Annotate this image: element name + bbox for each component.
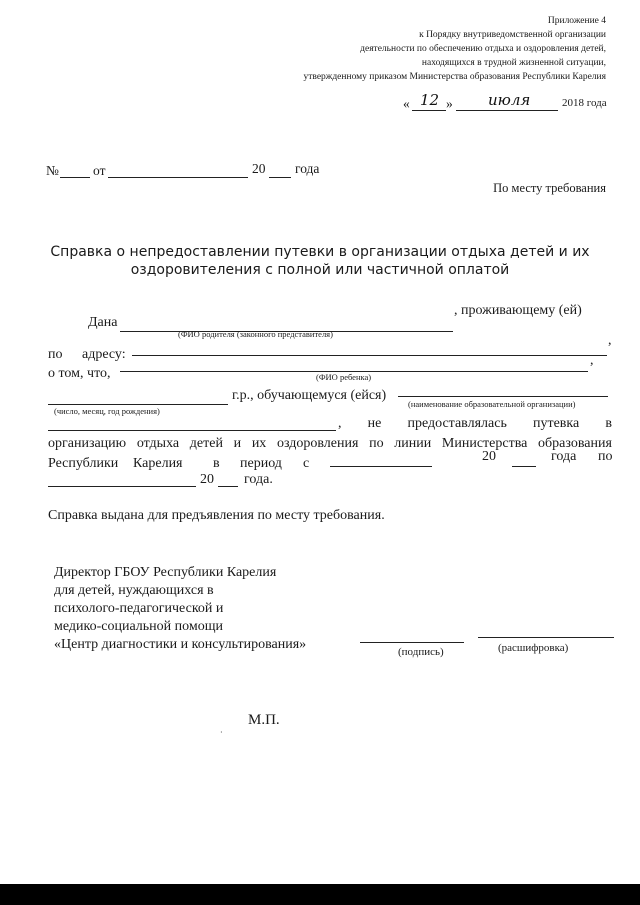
date-day-handwritten: 12 bbox=[420, 91, 440, 109]
word: и bbox=[233, 436, 242, 451]
appendix-label: Приложение 4 bbox=[547, 16, 606, 26]
word: их bbox=[251, 436, 267, 451]
org-caption: (наименование образовательной организации) bbox=[408, 399, 576, 409]
scan-speck: · bbox=[220, 728, 223, 737]
child-caption: (ФИО ребенка) bbox=[316, 372, 372, 382]
decode-line bbox=[478, 637, 614, 638]
scan-border bbox=[0, 884, 640, 905]
director-title-line: медико-социальной помощи bbox=[54, 619, 224, 634]
date-open-quote: « bbox=[403, 96, 410, 111]
that-label: о том, что, bbox=[48, 366, 111, 381]
period-start-line bbox=[330, 466, 432, 467]
period-end-year-line bbox=[218, 486, 238, 487]
address-comma: , bbox=[608, 333, 612, 348]
word: в bbox=[213, 456, 220, 471]
word: Республики bbox=[48, 456, 119, 471]
word: оздоровления bbox=[276, 436, 359, 451]
period-start-year: 20 bbox=[482, 449, 496, 464]
word: года bbox=[551, 449, 577, 464]
word: линии bbox=[394, 436, 432, 451]
decode-caption: (расшифровка) bbox=[498, 642, 569, 654]
word: детей bbox=[189, 436, 223, 451]
birth-caption: (число, месяц, год рождения) bbox=[54, 406, 160, 416]
destination: По месту требования bbox=[493, 181, 606, 195]
word: путевка bbox=[532, 416, 580, 431]
period-end-year: 20 bbox=[200, 472, 214, 487]
document-title-line2: оздоровителения с полной или частичной оплатой bbox=[130, 262, 510, 278]
document-title: Справка о непредоставлении путевки в организации отдыха детей и их bbox=[50, 244, 590, 260]
child-comma: , bbox=[590, 353, 594, 368]
director-title: Директор ГБОУ Республики Карелия bbox=[54, 565, 277, 580]
date-month-handwritten: июля bbox=[488, 91, 531, 109]
director-title-line: «Центр диагностики и консультирования» bbox=[54, 637, 307, 652]
school-line-continued bbox=[48, 430, 336, 431]
parent-caption: (ФИО родителя (законного представителя) bbox=[178, 329, 333, 339]
issued-statement: Справка выдана для предъявления по месту требования. bbox=[48, 508, 385, 523]
year-prefix: 20 bbox=[252, 161, 266, 176]
director-title-line: для детей, нуждающихся в bbox=[54, 583, 214, 598]
number-line bbox=[60, 177, 90, 178]
birth-label: г.р., обучающемуся (ейся) bbox=[232, 388, 387, 403]
period-start-year-line bbox=[512, 466, 536, 467]
signature-line bbox=[360, 642, 464, 643]
from-date-line bbox=[108, 177, 248, 178]
date-close-quote: » bbox=[446, 96, 453, 111]
word: , bbox=[338, 416, 342, 431]
word: отдыха bbox=[136, 436, 180, 451]
word: по bbox=[598, 449, 613, 464]
date-year: 2018 года bbox=[562, 97, 607, 109]
not-provided-line bbox=[338, 416, 612, 432]
signature-caption: (подпись) bbox=[398, 646, 444, 658]
header-line: деятельности по обеспечению отдыха и оздоровления детей, bbox=[360, 44, 606, 54]
birth-date-line bbox=[48, 404, 228, 405]
word: по bbox=[369, 436, 384, 451]
date-month-line bbox=[456, 110, 558, 111]
header-line: утвержденному приказом Министерства образования Республики Карелия bbox=[303, 72, 606, 82]
address-label-1: по bbox=[48, 347, 63, 362]
word: Министерства bbox=[441, 436, 528, 451]
address-label-2: адресу: bbox=[82, 347, 126, 362]
word: Карелия bbox=[133, 456, 183, 471]
header-line: находящихся в трудной жизненной ситуации, bbox=[421, 58, 606, 68]
organization-line bbox=[48, 436, 612, 452]
year-suffix: года bbox=[295, 161, 320, 176]
address-line bbox=[132, 355, 607, 356]
given-label: Дана bbox=[88, 315, 118, 330]
school-line bbox=[398, 396, 608, 397]
from-label: от bbox=[93, 163, 106, 178]
word: период bbox=[240, 456, 282, 471]
year-line bbox=[269, 177, 291, 178]
living-label: , проживающему (ей) bbox=[454, 303, 582, 318]
date-day-line bbox=[412, 110, 446, 111]
header-line: к Порядку внутриведомственной организации bbox=[419, 30, 606, 40]
director-title-line: психолого-педагогической и bbox=[54, 601, 224, 616]
word: не bbox=[367, 416, 382, 431]
number-label: № bbox=[46, 163, 59, 178]
stamp-place: М.П. bbox=[248, 712, 280, 728]
word: организацию bbox=[48, 436, 127, 451]
word: образования bbox=[538, 436, 612, 451]
period-end-line bbox=[48, 486, 196, 487]
word: предоставлялась bbox=[407, 416, 507, 431]
period-end-suffix: года. bbox=[244, 472, 273, 487]
word: с bbox=[303, 456, 310, 471]
word: в bbox=[605, 416, 612, 431]
